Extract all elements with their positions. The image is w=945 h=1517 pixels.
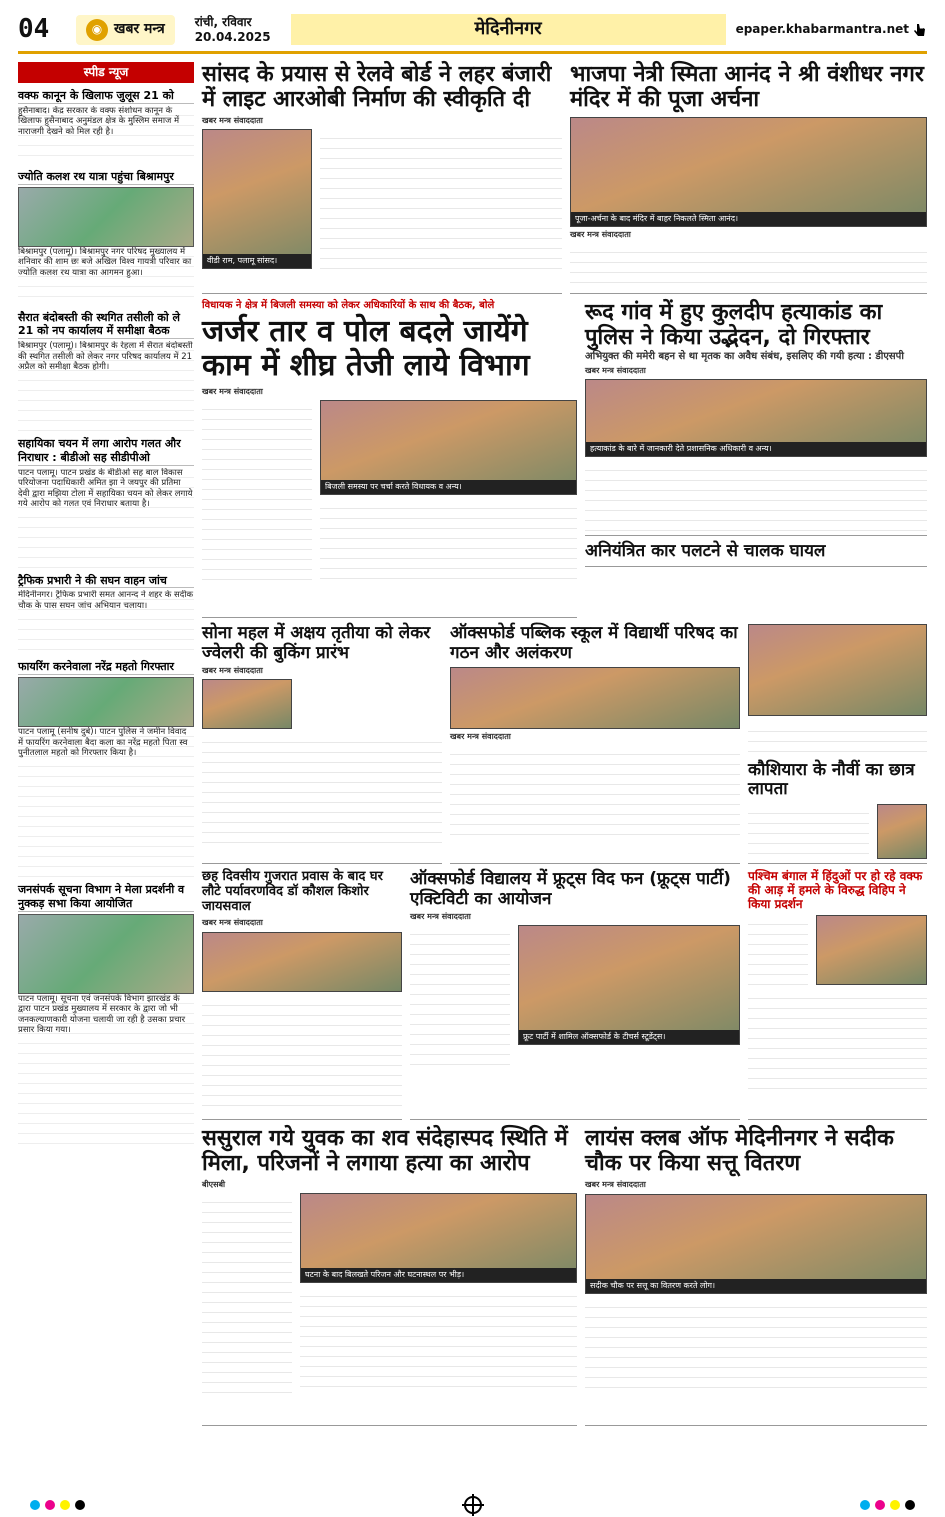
brief-text: बिश्रामपुर (पलामू)। बिश्रामपुर नगर परिषद मुख्यालय में शनिवार की शाम छः बजे अखिल विश्व गायत्री परिवार का ज्योति कलश रथ यात्रा का आगमन हुआ। — [18, 247, 194, 305]
story-headline: जर्जर तार व पोल बदले जायेंगे काम में शीघ्र तेजी लाये विभाग — [202, 313, 530, 383]
story-body — [202, 996, 402, 1106]
puja-photo — [570, 117, 927, 227]
brief-text: पाटन पलामू (सनीष दुबे)। पाटन पुलिस ने जमीन विवाद में फायरिंग करनेवाला बैदा कला का नरेंद्र महतो पिता स्व पुनीतलाल महतो को गिरफ्तार किया है। — [18, 727, 194, 877]
story-byline: खबर मन्त्र संवाददाता — [585, 1179, 646, 1189]
brief-text: हुसैनाबाद। केंद्र सरकार के वक्फ संशोधन कानून के खिलाफ हुसैनाबाद अनुमंडल क्षेत्र के मुस्लिम समाज में नाराजगी देखने को मिल रही है। — [18, 106, 194, 164]
story-kicker: विधायक ने क्षेत्र में बिजली समस्या को लेकर अधिकारियों के साथ की बैठक, बोले — [202, 300, 495, 311]
city-day: रांची, रविवार — [194, 15, 252, 30]
story-headline: रूद गांव में हुए कुलदीप हत्याकांड का पुलिस ने किया उद्भेदन, दो गिरफ्तार — [585, 300, 883, 351]
left-column — [18, 62, 194, 1426]
page-number: 04 — [18, 14, 50, 45]
story-byline: खबर मन्त्र संवाददाता — [450, 732, 511, 742]
story-body — [748, 915, 808, 985]
epaper-link[interactable] — [736, 22, 927, 37]
story-body — [748, 804, 869, 859]
epaper-url: epaper.khabarmantra.net — [735, 22, 909, 36]
story-headline: लायंस क्लब ऑफ मेदिनीनगर ने सदीक चौक पर किया सत्तू वितरण — [585, 1126, 894, 1177]
story-byline: खबर मन्त्र संवाददाता — [202, 386, 263, 396]
brief-item — [18, 660, 194, 877]
photo-caption: फ्रूट पार्टी में शामिल ऑक्सफोर्ड के टीचर्स स्टूडेंट्स। — [519, 1030, 739, 1044]
story-body — [202, 400, 312, 580]
sattu-photo — [585, 1194, 927, 1294]
story-body — [748, 989, 927, 1089]
hand-cursor-icon — [913, 23, 927, 37]
dateline — [185, 15, 281, 44]
story-suspicious-death — [202, 1126, 577, 1426]
story-body — [570, 243, 927, 283]
protest-photo — [816, 915, 927, 985]
brand-name: खबर मन्त्र — [114, 20, 165, 37]
speed-news-tag: स्पीड न्यूज — [18, 62, 194, 83]
brief-item — [18, 574, 194, 655]
photo-caption: घटना के बाद बिलखते परिजन और घटनास्थल पर भीड़। — [301, 1268, 576, 1282]
story-headline: भाजपा नेत्री स्मिता आनंद ने श्री वंशीधर नगर मंदिर में की पूजा अर्चना — [570, 62, 924, 113]
brief-text: बिश्रामपुर (पलामू)। बिश्रामपुर के रेहला में सैरात बंदोबस्ती की स्थगित तसीली को लेकर नगर परिषद कार्यालय में 21 अप्रैल को समीक्षा बैठक होगी। — [18, 341, 194, 431]
brief-title: ज्योति कलश रथ यात्रा पहुंचा बिश्रामपुर — [18, 170, 194, 185]
story-headline: ससुराल गये युवक का शव संदेहास्पद स्थिति में मिला, परिजनों ने लगाया हत्या का आरोप — [202, 1126, 568, 1177]
story-headline: छह दिवसीय गुजरात प्रवास के बाद घर लौटे पर्यावरणविद डॉ कौशल किशोर जायसवाल — [202, 869, 383, 914]
brief-title: वक्फ कानून के खिलाफ जुलूस 21 को — [18, 89, 194, 104]
brief-photo — [18, 677, 194, 727]
story-byline: खबर मन्त्र संवाददाता — [202, 666, 263, 676]
registration-crosshair-icon — [464, 1496, 482, 1514]
story-headline: पश्चिम बंगाल में हिंदुओं पर हो रहे वक्फ की आड़ में हमले के विरुद्ध विहिप ने किया प्रदर्शन — [748, 869, 923, 911]
death-photo — [300, 1193, 577, 1283]
main-column — [202, 62, 927, 1426]
story-byline: खबर मन्त्र संवाददाता — [585, 366, 646, 376]
story-byline: खबर मन्त्र संवाददाता — [202, 917, 263, 927]
story-headline: ऑक्सफोर्ड विद्यालय में फ्रूट्स विद फन (फ्रूट्स पार्टी) एक्टिविटी का आयोजन — [410, 869, 731, 909]
date: 20.04.2025 — [194, 29, 271, 44]
story-headline: ऑक्सफोर्ड पब्लिक स्कूल में विद्यार्थी परिषद का गठन और अलंकरण — [450, 623, 738, 663]
story-body — [300, 1287, 577, 1387]
color-registration-dots — [30, 1500, 85, 1510]
story-oxford-council — [450, 624, 740, 864]
story-environmentalist — [202, 870, 402, 1120]
photo-caption: वीडी राम, पलामू सांसद। — [203, 254, 311, 268]
brief-photo — [18, 187, 194, 247]
brief-item — [18, 170, 194, 305]
brief-text: पाटन पलामू। पाटन प्रखंड के बीडीओ सह बाल विकास परियोजना पदाधिकारी अमित झा ने जयपुर की प्रतिमा देवी द्वारा मझिया टोला में सहायिका चयन को लेकर लगाये गये आरोप को गलत एवं निराधार बताया है। — [18, 468, 194, 568]
brand-logo-icon: ◉ — [86, 19, 108, 41]
story-puja — [570, 62, 927, 294]
brief-title: जनसंपर्क सूचना विभाग ने मेला प्रदर्शनी व नुक्कड़ सभा किया आयोजित — [18, 883, 194, 912]
story-headline: सांसद के प्रयास से रेलवे बोर्ड ने लहर बंजारी में लाइट आरओबी निर्माण की स्वीकृति दी — [202, 62, 552, 113]
story-car-accident — [585, 542, 927, 567]
story-byline: बीएसबी — [202, 1179, 226, 1189]
meeting-photo — [320, 400, 577, 495]
story-body — [410, 925, 510, 1065]
story-headline: अनियंत्रित कार पलटने से चालक घायल — [585, 541, 826, 562]
story-body — [585, 461, 927, 531]
story-byline: खबर मन्त्र संवाददाता — [410, 912, 471, 922]
mp-photo — [202, 129, 312, 269]
jewellery-photo — [202, 679, 292, 729]
brief-item — [18, 311, 194, 432]
brief-text: पाटन पलामू। सूचना एवं जनसंपर्क विभाग झारखंड के द्वारा पाटन प्रखंड मुख्यालय में सरकार के द्वारा जो भी जनकल्याणकारी योजना चलायी जा रही है उसका प्रचार प्रसार किया गया। — [18, 994, 194, 1144]
story-missing-student — [748, 761, 927, 864]
masthead — [18, 8, 927, 54]
story-headline: सोना महल में अक्षय तृतीया को लेकर ज्वेलरी की बुकिंग प्रारंभ — [202, 623, 431, 663]
story-electricity — [202, 300, 577, 618]
brief-photo — [18, 914, 194, 994]
police-photo — [585, 379, 927, 457]
story-murder-case — [585, 300, 927, 536]
brief-title: फायरिंग करनेवाला नरेंद्र महतो गिरफ्तार — [18, 660, 194, 675]
brief-item — [18, 437, 194, 568]
photo-caption: हत्याकांड के बारे में जानकारी देते प्रशासनिक अधिकारी व अन्य। — [586, 442, 926, 456]
brief-item — [18, 89, 194, 164]
story-body — [202, 1193, 292, 1393]
story-headline: कौशियारा के नौवीं का छात्र लापता — [748, 759, 915, 800]
story-fruits-party — [410, 870, 740, 1120]
brief-title: सैरात बंदोबस्ती की स्थगित तसीली को ले 21 को नप कार्यालय में समीक्षा बैठक — [18, 311, 194, 340]
section-title: मेदिनीनगर — [291, 14, 726, 45]
story-body — [320, 129, 562, 269]
color-registration-dots — [860, 1500, 915, 1510]
brief-text: मेदिनीनगर। ट्रैफिक प्रभारी समत आनन्द ने शहर के सदीक चौक के पास सघन जांच अभियान चलाया। — [18, 590, 194, 654]
story-body — [450, 745, 740, 840]
photo-caption: पूजा-अर्चना के बाद मंदिर में बाहर निकलते स्मिता आनंद। — [571, 212, 926, 226]
story-byline: खबर मन्त्र संवाददाता — [570, 229, 631, 239]
story-kicker: अभियुक्त की ममेरी बहन से था मृतक का अवैध संबंध, इसलिए की गयी हत्या : डीएसपी — [585, 350, 904, 362]
story-body — [320, 499, 577, 579]
story-lions-club — [585, 1126, 927, 1426]
story-byline: खबर मन्त्र संवाददाता — [202, 115, 263, 125]
fruits-party-photo — [518, 925, 740, 1045]
brief-title: सहायिका चयन में लगा आरोप गलत और निराधार : बीडीओ सह सीडीपीओ — [18, 437, 194, 466]
student-photo — [877, 804, 927, 859]
car-accident-photo — [748, 624, 927, 716]
brand — [76, 15, 175, 45]
story-rob — [202, 62, 562, 294]
honour-photo — [202, 932, 402, 992]
school-photo — [450, 667, 740, 729]
story-vhp-protest — [748, 870, 927, 1120]
photo-caption: सदीक चौक पर सत्तू का वितरण करते लोग। — [586, 1279, 926, 1293]
print-registration-bar — [0, 1493, 945, 1517]
brief-title: ट्रैफिक प्रभारी ने की सघन वाहन जांच — [18, 574, 194, 589]
story-body — [748, 722, 927, 755]
story-gold-booking — [202, 624, 442, 864]
story-body — [585, 1298, 927, 1388]
brief-item — [18, 883, 194, 1144]
story-body — [202, 733, 442, 843]
photo-caption: बिजली समस्या पर चर्चा करते विधायक व अन्य। — [321, 480, 576, 494]
